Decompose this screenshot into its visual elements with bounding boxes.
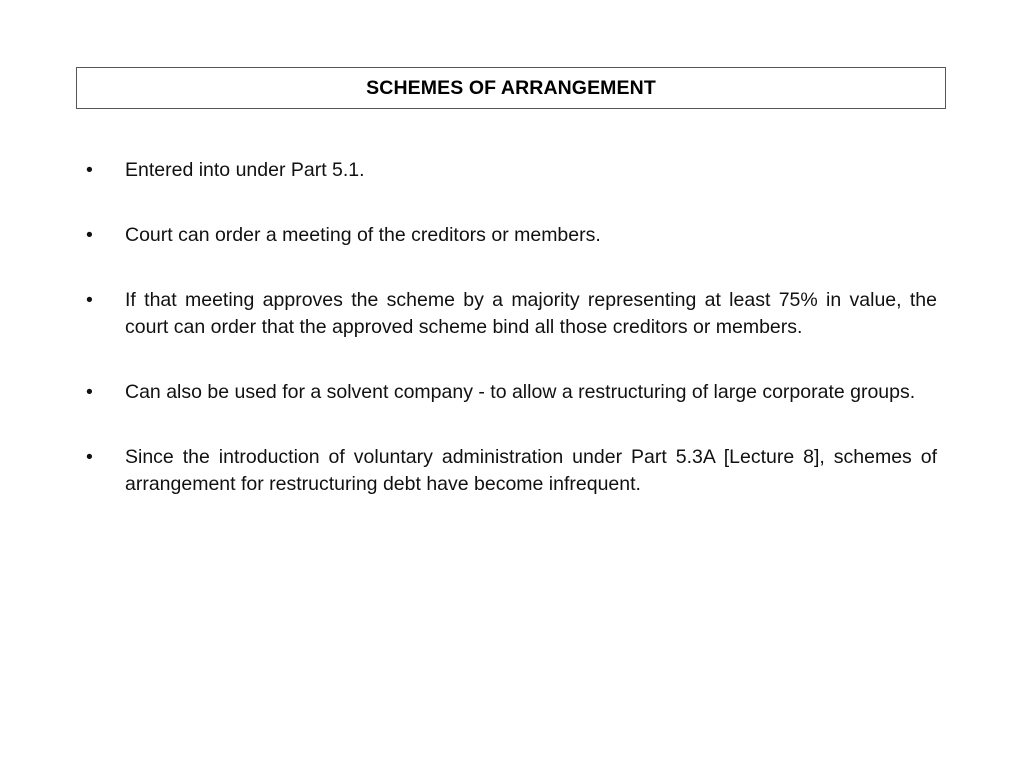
bullet-icon: • (86, 446, 93, 468)
bullet-icon: • (86, 224, 93, 246)
bullet-text: If that meeting approves the scheme by a majority representing at least 75% in value, the court can order that the approved scheme bind all those creditors or members. (125, 289, 937, 338)
bullet-text: Since the introduction of voluntary administration under Part 5.3A [Lecture 8], schemes of arrangement for restructuring debt have become infrequent. (125, 446, 937, 495)
slide-title: SCHEMES OF ARRANGEMENT (366, 76, 656, 99)
bullet-text: Entered into under Part 5.1. (125, 159, 365, 181)
bullet-list (86, 157, 937, 536)
bullet-text: Court can order a meeting of the creditors or members. (125, 224, 601, 246)
bullet-icon: • (86, 289, 93, 311)
bullet-item (86, 444, 937, 498)
bullet-item (86, 222, 937, 249)
bullet-icon: • (86, 159, 93, 181)
bullet-item (86, 379, 937, 406)
bullet-item (86, 157, 937, 184)
bullet-text: Can also be used for a solvent company - to allow a restructuring of large corporate groups. (125, 381, 916, 403)
bullet-icon: • (86, 381, 93, 403)
title-box (76, 67, 946, 109)
bullet-item (86, 287, 937, 341)
